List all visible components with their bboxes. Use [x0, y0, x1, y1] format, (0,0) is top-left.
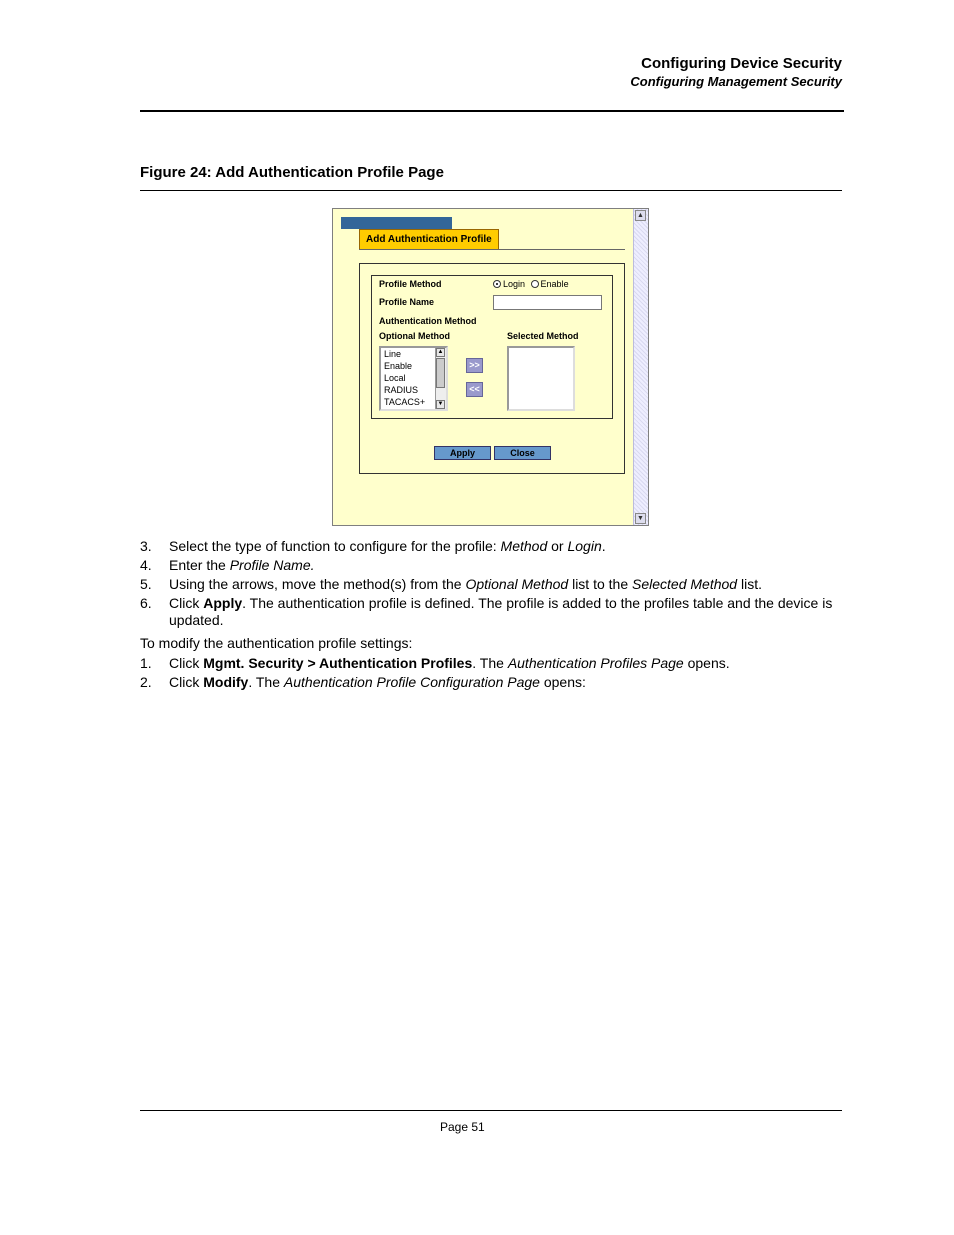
- step-text: [169, 538, 839, 555]
- step-number: 2.: [140, 674, 152, 690]
- italic-text: Method: [500, 538, 548, 554]
- modify-intro: To modify the authentication profile settings:: [140, 635, 413, 651]
- list-item[interactable]: Local: [384, 373, 406, 383]
- running-header-subtitle: Configuring Management Security: [630, 74, 842, 89]
- optional-method-label: Optional Method: [379, 331, 450, 341]
- text-run: opens.: [683, 655, 730, 671]
- italic-text: Authentication Profile Configuration Page: [283, 674, 540, 690]
- text-run: or: [547, 538, 568, 554]
- page-number: Page 51: [440, 1120, 485, 1134]
- footer-rule: [140, 1110, 842, 1111]
- profile-method-radio-group: [493, 279, 572, 289]
- list-item[interactable]: TACACS+: [384, 397, 426, 407]
- page-scrollbar[interactable]: [633, 209, 648, 525]
- step-number: 4.: [140, 557, 152, 573]
- running-header-title: Configuring Device Security: [641, 55, 842, 72]
- scroll-up-icon[interactable]: ▲: [437, 349, 444, 355]
- scroll-up-icon[interactable]: ▲: [635, 210, 646, 221]
- selected-method-list[interactable]: [507, 346, 575, 411]
- selected-method-label: Selected Method: [507, 331, 579, 341]
- text-run: Click: [169, 595, 204, 611]
- text-run: list to the: [568, 576, 632, 592]
- text-run: Select the type of function to configure for the profile:: [169, 538, 501, 554]
- profile-name-input[interactable]: [493, 295, 602, 310]
- add-authentication-profile-screenshot: [332, 208, 649, 526]
- text-run: Using the arrows, move the method(s) from the: [169, 576, 466, 592]
- list-item[interactable]: RADIUS: [384, 385, 419, 395]
- step-text: [169, 557, 839, 574]
- step-number: 3.: [140, 538, 152, 554]
- scroll-down-icon[interactable]: ▼: [635, 513, 646, 524]
- scroll-thumb[interactable]: [436, 358, 445, 388]
- text-run: . The authentication profile is defined. The profile is added to the profiles table and the device is updated.: [169, 595, 833, 628]
- italic-text: Optional Method: [465, 576, 569, 592]
- profile-name-label: Profile Name: [379, 297, 435, 307]
- login-radio-label: Login: [503, 279, 526, 289]
- list-scrollbar[interactable]: [435, 348, 446, 409]
- step-number: 6.: [140, 595, 152, 611]
- bold-text: Apply: [203, 595, 243, 611]
- figure-caption: Figure 24: Add Authentication Profile Page: [140, 164, 444, 181]
- list-item[interactable]: Enable: [384, 361, 413, 371]
- figure-rule: [140, 190, 842, 191]
- text-run: . The: [248, 674, 284, 690]
- profile-method-label: Profile Method: [379, 279, 442, 289]
- form-panel: [359, 263, 625, 474]
- profile-fieldset: [371, 275, 613, 419]
- italic-text: Selected Method: [632, 576, 738, 592]
- italic-text: Profile Name.: [229, 557, 315, 573]
- step-text: [169, 595, 839, 629]
- text-run: opens:: [539, 674, 586, 690]
- apply-button[interactable]: Apply: [434, 446, 491, 460]
- text-run: Click: [169, 655, 204, 671]
- scroll-down-icon[interactable]: ▼: [437, 401, 444, 407]
- optional-method-list[interactable]: [379, 346, 448, 411]
- text-run: list.: [737, 576, 762, 592]
- enable-radio[interactable]: [531, 280, 539, 288]
- italic-text: Login: [567, 538, 602, 554]
- step-number: 1.: [140, 655, 152, 671]
- title-strip: [341, 217, 452, 229]
- login-radio[interactable]: [493, 280, 501, 288]
- step-number: 5.: [140, 576, 152, 592]
- header-rule: [140, 110, 844, 112]
- list-item[interactable]: Line: [384, 349, 402, 359]
- italic-text: Authentication Profiles Page: [507, 655, 684, 671]
- close-button[interactable]: Close: [494, 446, 551, 460]
- bold-text: Mgmt. Security > Authentication Profiles: [203, 655, 473, 671]
- step-text: [169, 674, 839, 691]
- text-run: . The: [472, 655, 508, 671]
- text-run: Click: [169, 674, 204, 690]
- text-run: .: [601, 538, 606, 554]
- tab-add-authentication-profile[interactable]: Add Authentication Profile: [359, 229, 499, 250]
- move-left-button[interactable]: <<: [466, 382, 483, 397]
- enable-radio-label: Enable: [540, 279, 569, 289]
- move-right-button[interactable]: >>: [466, 358, 483, 373]
- bold-text: Modify: [203, 674, 249, 690]
- step-text: [169, 576, 839, 593]
- text-run: Enter the: [169, 557, 230, 573]
- tab-underline: [359, 249, 625, 250]
- authentication-method-label: Authentication Method: [379, 316, 477, 326]
- step-text: [169, 655, 839, 672]
